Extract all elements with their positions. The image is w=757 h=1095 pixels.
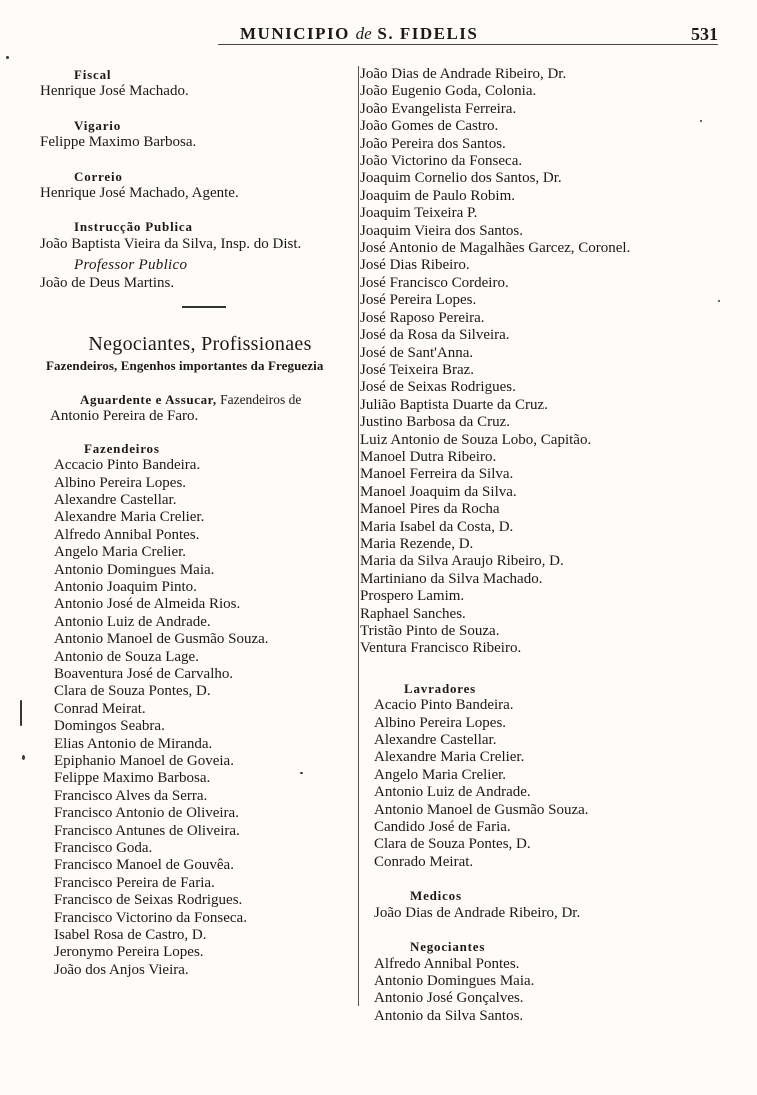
fazendeiro-entry: Clara de Souza Pontes, D. xyxy=(54,683,211,700)
running-head-place: S. FIDELIS xyxy=(377,24,479,43)
fazendeiro-entry: Antonio Domingues Maia. xyxy=(54,561,215,578)
fazendeiro-entry: Antonio de Souza Lage. xyxy=(54,648,199,665)
lavrador-entry: Acacio Pinto Bandeira. xyxy=(374,697,514,714)
fazendeiro-entry: Alexandre Castellar. xyxy=(54,491,177,508)
lavrador-entry: Clara de Souza Pontes, D. xyxy=(374,836,531,853)
fazendeiro-entry: Antonio Joaquim Pinto. xyxy=(54,578,197,595)
fazendeiro-entry: Justino Barbosa da Cruz. xyxy=(360,414,510,431)
fazendeiro-entry: Joaquim Teixeira P. xyxy=(360,205,478,222)
instrucao-heading: Instrucção Publica xyxy=(74,219,193,235)
fazendeiros-continued-list xyxy=(360,66,700,658)
fazendeiro-entry: Manoel Ferreira da Silva. xyxy=(360,466,514,483)
fazendeiro-entry: José Dias Ribeiro. xyxy=(360,257,470,274)
fazendeiro-entry: José Teixeira Braz. xyxy=(360,361,475,378)
ink-speck xyxy=(6,56,9,59)
fazendeiro-entry: João Pereira dos Santos. xyxy=(360,135,506,152)
fazendeiro-entry: Angelo Maria Crelier. xyxy=(54,544,187,561)
fazendeiro-entry: Accacio Pinto Bandeira. xyxy=(54,457,201,474)
professor-heading: Professor Publico xyxy=(74,257,188,274)
vigario-name: Felippe Maximo Barbosa. xyxy=(40,134,197,151)
section-subtitle: Fazendeiros, Engenhos importantes da Freguezia xyxy=(46,358,324,374)
fazendeiro-entry: Antonio José de Almeida Rios. xyxy=(54,596,241,613)
vigario-heading: Vigario xyxy=(74,117,121,133)
lavradores-heading: Lavradores xyxy=(404,680,477,696)
right-column xyxy=(360,66,700,1025)
fazendeiro-entry: Manoel Joaquim da Silva. xyxy=(360,483,517,500)
fazendeiro-entry: Raphael Sanches. xyxy=(360,605,466,622)
fazendeiro-entry: Conrad Meirat. xyxy=(54,700,146,717)
fazendeiro-entry: Antonio Luiz de Andrade. xyxy=(54,613,211,630)
fazendeiro-entry: José de Sant'Anna. xyxy=(360,344,474,361)
fazendeiro-entry: Tristão Pinto de Souza. xyxy=(360,623,500,639)
fazendeiro-entry: Manoel Pires da Rocha xyxy=(360,501,500,518)
running-head xyxy=(240,24,478,44)
negociantes-list xyxy=(360,956,700,1026)
fazendeiro-entry: Francisco Alves da Serra. xyxy=(54,787,208,804)
lavrador-entry: Alexandre Maria Crelier. xyxy=(374,749,525,766)
fiscal-heading: Fiscal xyxy=(74,67,112,82)
correio-name: Henrique José Machado, Agente. xyxy=(40,185,239,202)
fazendeiro-entry: Francisco Goda. xyxy=(54,840,153,857)
ink-speck xyxy=(700,120,702,122)
fazendeiro-entry: Francisco Manoel de Gouvêa. xyxy=(54,857,234,874)
negociante-entry: Antonio Domingues Maia. xyxy=(374,972,535,989)
negociante-entry: Antonio José Gonçalves. xyxy=(374,990,524,1007)
fazendeiro-entry: Maria Isabel da Costa, D. xyxy=(360,518,514,535)
fazendeiro-entry: Francisco Victorino da Fonseca. xyxy=(54,909,247,926)
page-number: 531 xyxy=(691,24,718,44)
fazendeiro-entry: Antonio Manoel de Gusmão Souza. xyxy=(54,631,269,648)
fazendeiro-entry: Francisco Pereira de Faria. xyxy=(54,874,215,891)
fazendeiro-entry: José Pereira Lopes. xyxy=(360,292,477,309)
fazendeiro-entry: Maria Rezende, D. xyxy=(360,535,474,552)
negociante-entry: Antonio da Silva Santos. xyxy=(374,1007,524,1024)
fazendeiro-entry: João dos Anjos Vieira. xyxy=(54,961,189,978)
medico-entry: João Dias de Andrade Ribeiro, Dr. xyxy=(374,904,581,921)
fazendeiro-entry: Jeronymo Pereira Lopes. xyxy=(54,944,204,961)
fazendeiros-list xyxy=(40,457,358,979)
lavrador-entry: Antonio Manoel de Gusmão Souza. xyxy=(374,801,589,818)
fazendeiro-entry: José da Rosa da Silveira. xyxy=(360,327,510,344)
column-divider xyxy=(358,66,359,1006)
ink-speck xyxy=(22,755,25,760)
fazendeiro-entry: João Eugenio Goda, Colonia. xyxy=(360,83,537,100)
lavrador-entry: Albino Pereira Lopes. xyxy=(374,714,507,731)
fazendeiro-entry: José Francisco Cordeiro. xyxy=(360,274,509,291)
lavrador-entry: Conrado Meirat. xyxy=(374,853,474,870)
header-rule xyxy=(218,44,718,45)
fazendeiro-entry: José Antonio de Magalhães Garcez, Coronel. xyxy=(360,240,631,257)
fazendeiro-entry: Maria da Silva Araujo Ribeiro, D. xyxy=(360,553,564,570)
fazendeiro-entry: Domingos Seabra. xyxy=(54,718,165,735)
running-head-title: MUNICIPIO xyxy=(240,24,350,43)
fazendeiro-entry: João Dias de Andrade Ribeiro, Dr. xyxy=(360,66,567,82)
professor-name: João de Deus Martins. xyxy=(40,274,175,291)
fazendeiro-entry: Manoel Dutra Ribeiro. xyxy=(360,448,497,465)
fazendeiro-entry: Julião Baptista Duarte da Cruz. xyxy=(360,396,548,413)
fazendeiro-entry: João Victorino da Fonseca. xyxy=(360,153,523,170)
running-head-connector: de xyxy=(355,24,372,43)
fazendeiro-entry: José Raposo Pereira. xyxy=(360,309,485,326)
correio-heading: Correio xyxy=(74,168,123,184)
ink-speck xyxy=(300,772,303,774)
fazendeiro-entry: Francisco de Seixas Rodrigues. xyxy=(54,892,243,909)
negociante-entry: Alfredo Annibal Pontes. xyxy=(374,955,520,972)
fazendeiro-entry: Felippe Maximo Barbosa. xyxy=(54,770,211,787)
left-column xyxy=(40,66,358,979)
fazendeiro-entry: Francisco Antonio de Oliveira. xyxy=(54,805,239,822)
fazendeiro-entry: João Evangelista Ferreira. xyxy=(360,100,517,117)
fazendeiro-entry: Joaquim de Paulo Robim. xyxy=(360,187,515,204)
fazendeiro-entry: Martiniano da Silva Machado. xyxy=(360,570,543,587)
fazendeiro-entry: Francisco Antunes de Oliveira. xyxy=(54,822,240,839)
section-title: Negociantes, Profissionaes xyxy=(88,333,312,356)
medicos-list xyxy=(360,905,700,922)
ink-speck xyxy=(20,700,22,726)
fazendeiro-entry: Luiz Antonio de Souza Lobo, Capitão. xyxy=(360,431,592,448)
fazendeiro-entry: Alfredo Annibal Pontes. xyxy=(54,526,200,543)
fazendeiro-entry: Epiphanio Manoel de Goveia. xyxy=(54,753,234,769)
lavradores-list xyxy=(360,697,700,871)
negociantes-heading: Negociantes xyxy=(410,939,486,955)
lavrador-entry: Antonio Luiz de Andrade. xyxy=(374,784,531,801)
fazendeiros-heading: Fazendeiros xyxy=(84,440,160,456)
aguardente-heading xyxy=(40,391,358,408)
fazendeiro-entry: Alexandre Maria Crelier. xyxy=(54,509,205,526)
aguardente-name: Antonio Pereira de Faro. xyxy=(50,408,199,425)
fazendeiro-entry: Joaquim Vieira dos Santos. xyxy=(360,222,523,239)
fazendeiro-entry: João Gomes de Castro. xyxy=(360,118,499,135)
instrucao-name: João Baptista Vieira da Silva, Insp. do Dist. xyxy=(40,235,302,252)
lavrador-entry: Angelo Maria Crelier. xyxy=(374,766,507,783)
lavrador-entry: Candido José de Faria. xyxy=(374,819,511,836)
fiscal-name: Henrique José Machado. xyxy=(40,83,189,100)
aguardente-heading-bold: Aguardente e Assucar, xyxy=(80,391,217,407)
lavrador-entry: Alexandre Castellar. xyxy=(374,732,497,749)
fazendeiro-entry: Isabel Rosa de Castro, D. xyxy=(54,927,207,944)
fazendeiro-entry: Boaventura José de Carvalho. xyxy=(54,665,234,682)
medicos-heading: Medicos xyxy=(410,888,462,904)
ink-speck xyxy=(718,300,720,302)
aguardente-heading-rest: Fazendeiros de xyxy=(220,391,302,407)
fazendeiro-entry: José de Seixas Rodrigues. xyxy=(360,379,516,396)
fazendeiro-entry: Prospero Lamim. xyxy=(360,588,465,605)
fazendeiro-entry: Elias Antonio de Miranda. xyxy=(54,735,213,752)
fazendeiro-entry: Joaquim Cornelio dos Santos, Dr. xyxy=(360,170,562,187)
page-header xyxy=(220,14,730,46)
fazendeiro-entry: Ventura Francisco Ribeiro. xyxy=(360,640,522,657)
fazendeiro-entry: Albino Pereira Lopes. xyxy=(54,474,187,491)
